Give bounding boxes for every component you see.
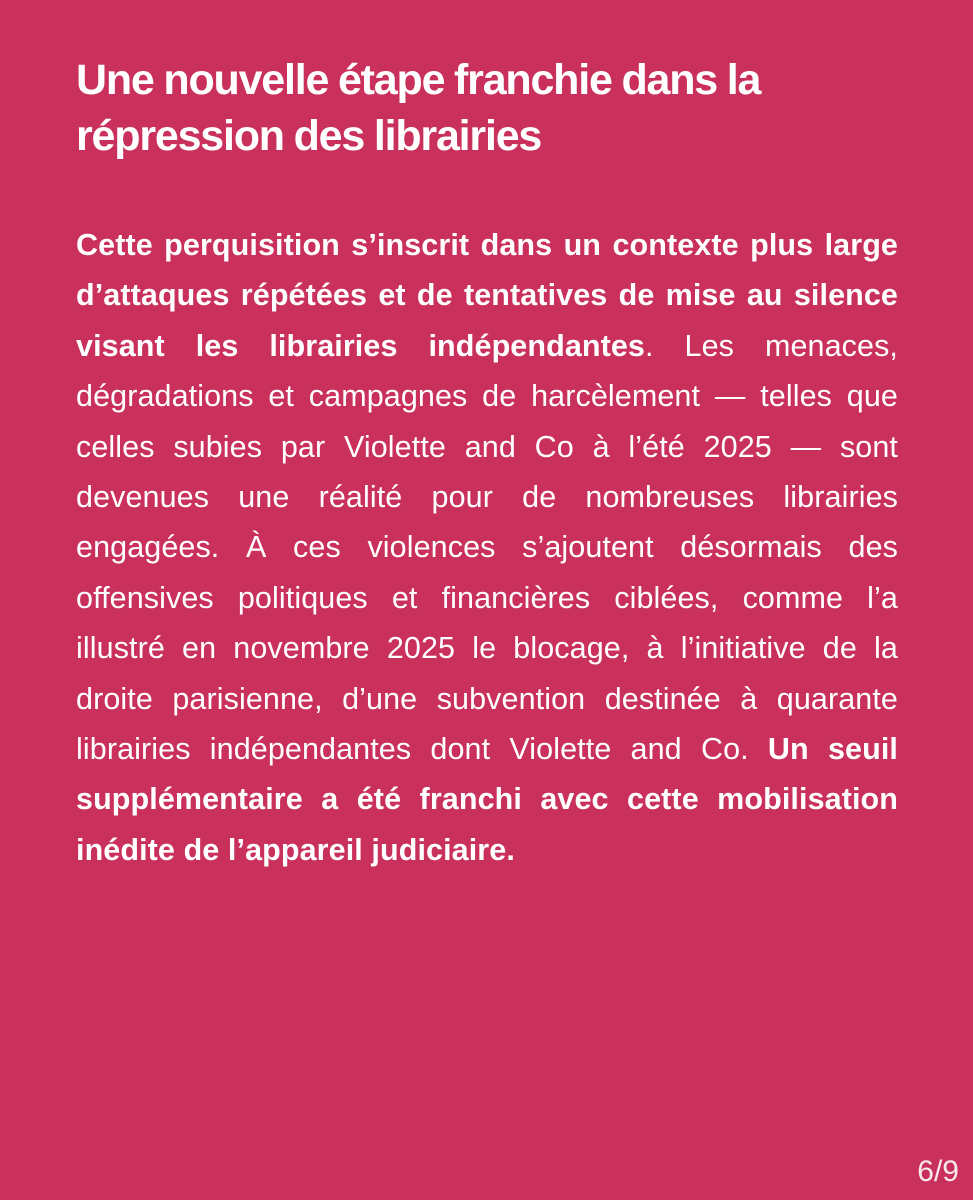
body-bold-intro: Cette perquisition s’inscrit dans un contexte plus large d’attaques répétées et de tentatives de mise au silence visant les librairies indépendantes — [76, 228, 898, 363]
body-bold-outro: Un seuil supplémentaire a été franchi avec cette mobilisation inédite de l’appareil judiciaire. — [76, 732, 898, 867]
slide-content — [76, 52, 898, 875]
page-counter: 6/9 — [917, 1155, 959, 1188]
body-regular-text: . Les menaces, dégradations et campagnes de harcèlement — telles que celles subies par Violette and Co à l’été 2025 — sont devenues une réalité pour de nombreuses librairies engagées. À ces violences s’ajoutent désormais des offensives politiques et financières ciblées, comme l’a illustré en novembre 2025 le blocage, à l’initiative de la droite parisienne, d’une subvention destinée à quarante librairies indépendantes dont Violette and Co. — [76, 328, 898, 767]
slide-title: Une nouvelle étape franchie dans la répression des librairies — [76, 56, 761, 160]
body-paragraph — [76, 220, 898, 875]
